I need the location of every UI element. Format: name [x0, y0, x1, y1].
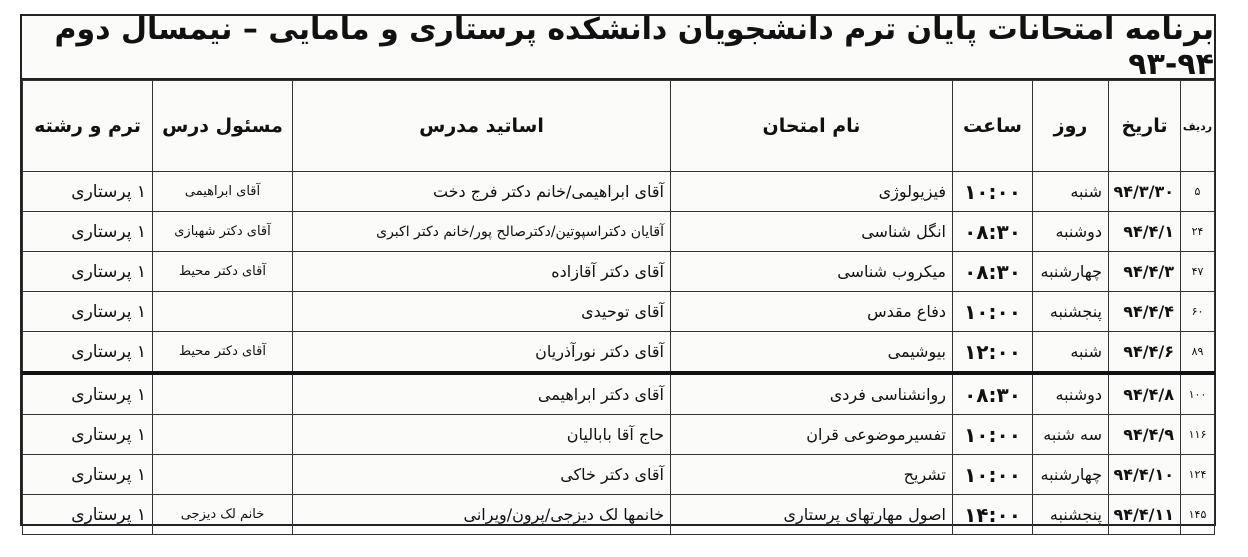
exam-date: ۹۴/۴/۹ [1109, 415, 1181, 455]
exam-day: شنبه [1033, 332, 1109, 374]
header-term: ترم و رشته [23, 81, 153, 172]
row-number: ۸۹ [1181, 332, 1215, 374]
exam-name: اصول مهارتهای پرستاری [671, 495, 953, 535]
row-number: ۵ [1181, 172, 1215, 212]
header-row-number: ردیف [1181, 81, 1215, 172]
exam-date: ۹۴/۳/۳۰ [1109, 172, 1181, 212]
exam-teachers: آقایان دکتراسپوتین/دکترصالح پور/خانم دکتر اکبری [293, 212, 671, 252]
exam-name: دفاع مقدس [671, 292, 953, 332]
header-date: تاریخ [1109, 81, 1181, 172]
exam-term: ۱ پرستاری [23, 172, 153, 212]
row-number: ۱۲۴ [1181, 455, 1215, 495]
exam-schedule-sheet [20, 14, 1216, 526]
table-row [23, 495, 1215, 535]
row-number: ۶۰ [1181, 292, 1215, 332]
row-number: ۲۴ [1181, 212, 1215, 252]
table-row [23, 172, 1215, 212]
exam-term: ۱ پرستاری [23, 212, 153, 252]
exam-day: چهارشنبه [1033, 252, 1109, 292]
exam-date: ۹۴/۴/۱ [1109, 212, 1181, 252]
exam-responsible [153, 455, 293, 495]
exam-teachers: حاج آقا بابالیان [293, 415, 671, 455]
exam-date: ۹۴/۴/۳ [1109, 252, 1181, 292]
exam-term: ۱ پرستاری [23, 455, 153, 495]
exam-responsible [153, 373, 293, 415]
header-responsible: مسئول درس [153, 81, 293, 172]
exam-time: ۱۲:۰۰ [953, 332, 1033, 374]
exam-name: انگل شناسی [671, 212, 953, 252]
exam-time: ۱۰:۰۰ [953, 455, 1033, 495]
exam-date: ۹۴/۴/۶ [1109, 332, 1181, 374]
exam-time: ۱۰:۰۰ [953, 415, 1033, 455]
header-day: روز [1033, 81, 1109, 172]
exam-name: تفسیرموضوعی قران [671, 415, 953, 455]
exam-time: ۱۴:۰۰ [953, 495, 1033, 535]
exam-teachers: آقای توحیدی [293, 292, 671, 332]
table-row [23, 455, 1215, 495]
exam-term: ۱ پرستاری [23, 495, 153, 535]
header-time: ساعت [953, 81, 1033, 172]
exam-day: پنجشنبه [1033, 495, 1109, 535]
exam-term: ۱ پرستاری [23, 415, 153, 455]
header-exam-name: نام امتحان [671, 81, 953, 172]
header-teachers: اساتید مدرس [293, 81, 671, 172]
exam-term: ۱ پرستاری [23, 373, 153, 415]
exam-term: ۱ پرستاری [23, 252, 153, 292]
header-row [23, 81, 1215, 172]
exam-date: ۹۴/۴/۴ [1109, 292, 1181, 332]
exam-day: سه شنبه [1033, 415, 1109, 455]
exam-term: ۱ پرستاری [23, 292, 153, 332]
exam-teachers: آقای دکتر خاکی [293, 455, 671, 495]
exam-teachers: آقای دکتر نورآذریان [293, 332, 671, 374]
exam-day: شنبه [1033, 172, 1109, 212]
exam-name: تشریح [671, 455, 953, 495]
exam-date: ۹۴/۴/۸ [1109, 373, 1181, 415]
row-number: ۱۰۰ [1181, 373, 1215, 415]
exam-name: میکروب شناسی [671, 252, 953, 292]
exam-teachers: آقای دکتر ابراهیمی [293, 373, 671, 415]
table-row [23, 292, 1215, 332]
exam-name: فیزیولوژی [671, 172, 953, 212]
exam-responsible: آقای دکتر محیط [153, 332, 293, 374]
table-row [23, 252, 1215, 292]
exam-date: ۹۴/۴/۱۰ [1109, 455, 1181, 495]
exam-day: دوشنبه [1033, 212, 1109, 252]
exam-day: پنجشنبه [1033, 292, 1109, 332]
exam-time: ۰۸:۳۰ [953, 252, 1033, 292]
exam-time: ۰۸:۳۰ [953, 373, 1033, 415]
exam-responsible [153, 415, 293, 455]
exam-teachers: آقای دکتر آقازاده [293, 252, 671, 292]
table-row [23, 332, 1215, 374]
exam-day: چهارشنبه [1033, 455, 1109, 495]
row-number: ۱۴۵ [1181, 495, 1215, 535]
exam-time: ۱۰:۰۰ [953, 172, 1033, 212]
exam-responsible: خانم لک دیزجی [153, 495, 293, 535]
exam-teachers: آقای ابراهیمی/خانم دکتر فرج دخت [293, 172, 671, 212]
exam-responsible: آقای ابراهیمی [153, 172, 293, 212]
exam-teachers: خانمها لک دیزجی/پرون/ویرانی [293, 495, 671, 535]
exam-responsible [153, 292, 293, 332]
exam-day: دوشنبه [1033, 373, 1109, 415]
exam-date: ۹۴/۴/۱۱ [1109, 495, 1181, 535]
exam-responsible: آقای دکتر محیط [153, 252, 293, 292]
row-number: ۴۷ [1181, 252, 1215, 292]
exam-time: ۰۸:۳۰ [953, 212, 1033, 252]
schedule-table [22, 80, 1215, 535]
exam-term: ۱ پرستاری [23, 332, 153, 374]
exam-name: روانشناسی فردی [671, 373, 953, 415]
table-row [23, 212, 1215, 252]
exam-name: بیوشیمی [671, 332, 953, 374]
row-number: ۱۱۶ [1181, 415, 1215, 455]
table-row [23, 415, 1215, 455]
exam-responsible: آقای دکتر شهبازی [153, 212, 293, 252]
page-title: برنامه امتحانات پایان ترم دانشجویان دانشکده پرستاری و مامایی – نیمسال دوم ۹۴-۹۳ [22, 16, 1214, 80]
exam-time: ۱۰:۰۰ [953, 292, 1033, 332]
table-row [23, 373, 1215, 415]
